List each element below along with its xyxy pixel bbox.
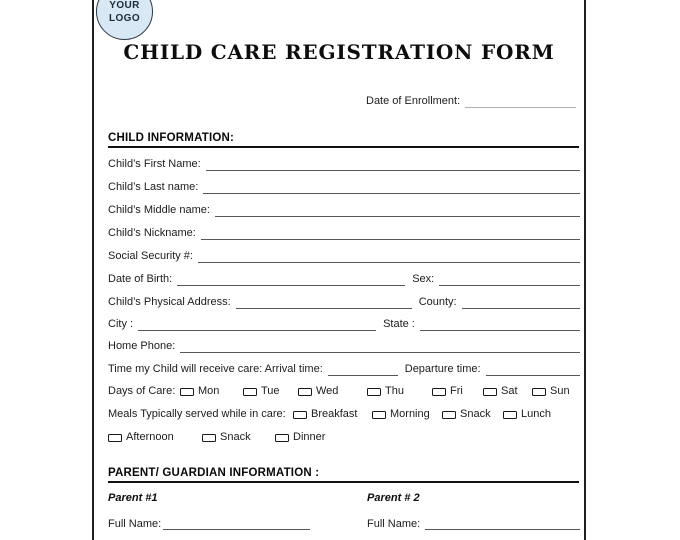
nickname-input-line[interactable] — [201, 227, 580, 240]
last-name-input-line[interactable] — [203, 181, 580, 194]
state-label: State : — [383, 318, 415, 330]
day-mon-option — [180, 384, 219, 399]
full-name-row — [108, 515, 580, 530]
arrival-time-label: Time my Child will receive care: Arrival time: — [108, 363, 323, 375]
county-label: County: — [418, 296, 457, 308]
day-sun-option — [532, 384, 570, 399]
address-label: Child’s Physical Address: — [108, 296, 231, 308]
ssn-label: Social Security #: — [108, 250, 193, 262]
form-page — [92, 0, 586, 540]
day-tue-label: Tue — [261, 385, 280, 397]
parent2-title: Parent # 2 — [367, 492, 420, 504]
first-name-input-line[interactable] — [206, 158, 580, 171]
day-fri-checkbox[interactable] — [432, 388, 446, 396]
parent2-full-name — [367, 515, 580, 530]
first-name-label: Child’s First Name: — [108, 158, 201, 170]
meal-snack2-option — [202, 430, 251, 445]
day-wed-checkbox[interactable] — [298, 388, 312, 396]
meal-dinner-option — [275, 430, 325, 445]
arrival-time-input-line[interactable] — [328, 363, 398, 376]
middle-name-label: Child’s Middle name: — [108, 204, 210, 216]
home-phone-label: Home Phone: — [108, 340, 176, 352]
enrollment-input-line[interactable] — [465, 95, 576, 108]
meal-lunch-label: Lunch — [521, 408, 551, 420]
day-sat-label: Sat — [501, 385, 518, 397]
logo-text-line1: YOUR — [109, 0, 140, 11]
meal-dinner-label: Dinner — [293, 431, 326, 443]
parent2-full-name-input-line[interactable] — [425, 517, 580, 530]
sex-input-line[interactable] — [439, 273, 580, 286]
meals-row-1 — [108, 407, 580, 422]
last-name-label: Child’s Last name: — [108, 181, 199, 193]
meal-snack1-checkbox[interactable] — [442, 411, 456, 419]
days-of-care-row — [108, 384, 580, 399]
parent-section-header: PARENT/ GUARDIAN INFORMATION : — [108, 467, 320, 479]
nickname-row — [108, 225, 580, 240]
day-wed-option — [298, 384, 338, 399]
child-section-rule — [108, 146, 579, 148]
address-county-row — [108, 294, 580, 309]
dob-sex-row — [108, 271, 580, 286]
enrollment-label: Date of Enrollment: — [366, 95, 461, 107]
middle-name-input-line[interactable] — [215, 204, 580, 217]
departure-time-input-line[interactable] — [486, 363, 580, 376]
day-thu-label: Thu — [385, 385, 404, 397]
meal-afternoon-label: Afternoon — [126, 431, 174, 443]
meal-lunch-option — [503, 407, 551, 422]
city-input-line[interactable] — [138, 318, 376, 331]
parent1-title: Parent #1 — [108, 492, 158, 504]
nickname-label: Child’s Nickname: — [108, 227, 196, 239]
form-title: CHILD CARE REGISTRATION FORM — [123, 40, 555, 64]
day-fri-label: Fri — [450, 385, 463, 397]
dob-input-line[interactable] — [177, 273, 405, 286]
day-sun-checkbox[interactable] — [532, 388, 546, 396]
first-name-row — [108, 156, 580, 171]
day-thu-checkbox[interactable] — [367, 388, 381, 396]
parent1-full-name-label: Full Name: — [108, 518, 162, 530]
day-tue-checkbox[interactable] — [243, 388, 257, 396]
home-phone-input-line[interactable] — [180, 340, 580, 353]
state-input-line[interactable] — [420, 318, 580, 331]
days-of-care-label: Days of Care: — [108, 385, 176, 397]
meal-afternoon-option — [108, 430, 174, 445]
day-sat-checkbox[interactable] — [483, 388, 497, 396]
meal-snack1-option — [442, 407, 491, 422]
parent1-full-name-input-line[interactable] — [163, 517, 310, 530]
county-input-line[interactable] — [462, 296, 580, 309]
city-state-row — [108, 316, 580, 331]
parent2-full-name-label: Full Name: — [367, 518, 421, 530]
day-wed-label: Wed — [316, 385, 339, 397]
city-label: City : — [108, 318, 134, 330]
address-input-line[interactable] — [236, 296, 412, 309]
day-thu-option — [367, 384, 404, 399]
meal-morning-label: Morning — [390, 408, 430, 420]
logo-placeholder — [96, 0, 153, 40]
meal-breakfast-option — [293, 407, 357, 422]
middle-name-row — [108, 202, 580, 217]
meal-breakfast-checkbox[interactable] — [293, 411, 307, 419]
meal-dinner-checkbox[interactable] — [275, 434, 289, 442]
child-section-header: CHILD INFORMATION: — [108, 132, 235, 144]
meal-morning-checkbox[interactable] — [372, 411, 386, 419]
last-name-row — [108, 179, 580, 194]
logo-text-line2: LOGO — [108, 12, 141, 24]
meal-lunch-checkbox[interactable] — [503, 411, 517, 419]
meal-snack2-checkbox[interactable] — [202, 434, 216, 442]
meals-label: Meals Typically served while in care: — [108, 408, 286, 420]
day-tue-option — [243, 384, 280, 399]
meal-afternoon-checkbox[interactable] — [108, 434, 122, 442]
meals-row-2 — [108, 430, 580, 445]
day-sat-option — [483, 384, 518, 399]
departure-time-label: Departure time: — [404, 363, 481, 375]
enrollment-row — [366, 93, 576, 108]
day-fri-option — [432, 384, 463, 399]
meal-breakfast-label: Breakfast — [311, 408, 358, 420]
ssn-input-line[interactable] — [198, 250, 580, 263]
meal-snack1-label: Snack — [460, 408, 491, 420]
dob-label: Date of Birth: — [108, 273, 173, 285]
home-phone-row — [108, 338, 580, 353]
meal-snack2-label: Snack — [220, 431, 251, 443]
ssn-row — [108, 248, 580, 263]
parent1-full-name — [108, 515, 310, 530]
parent-titles-row — [108, 492, 580, 506]
sex-label: Sex: — [412, 273, 435, 285]
day-mon-checkbox[interactable] — [180, 388, 194, 396]
day-mon-label: Mon — [198, 385, 220, 397]
parent-section-rule — [108, 481, 579, 483]
care-time-row — [108, 361, 580, 376]
meal-morning-option — [372, 407, 430, 422]
day-sun-label: Sun — [550, 385, 570, 397]
